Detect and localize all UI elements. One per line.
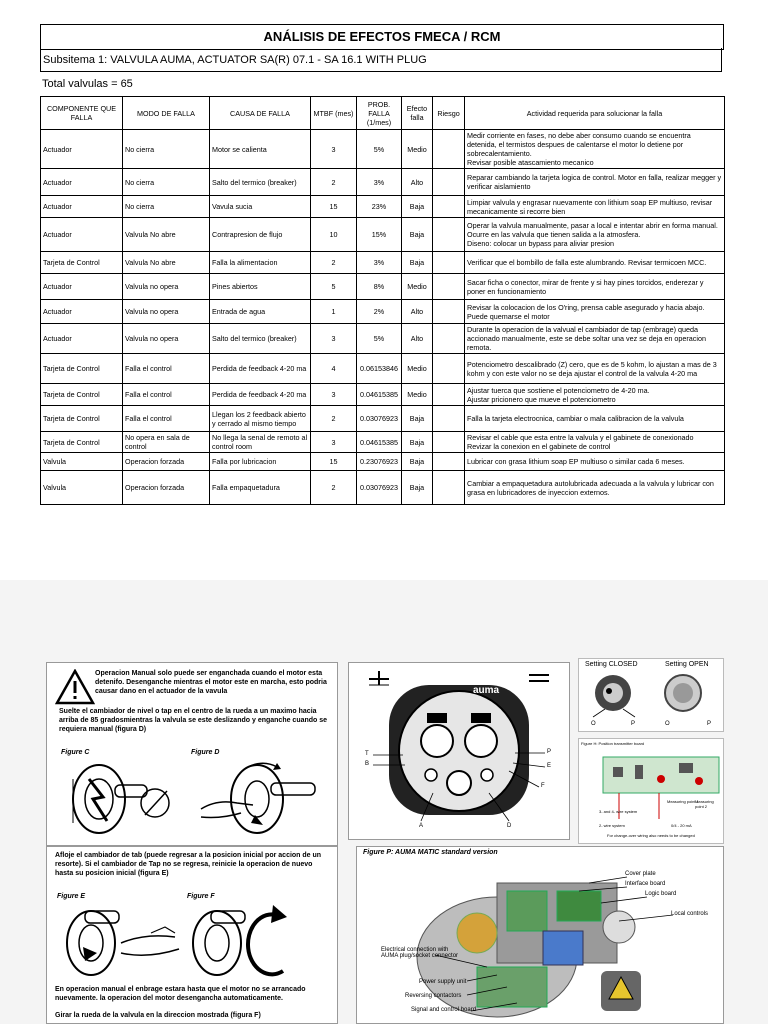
col-failure-mode: MODO DE FALLA (123, 97, 210, 130)
cell-mtbf: 3 (311, 384, 357, 406)
cell-risk (433, 384, 465, 406)
cell-cause: Salto del termico (breaker) (210, 324, 311, 354)
col-mtbf: MTBF (mes) (311, 97, 357, 130)
cell-mtbf: 3 (311, 130, 357, 169)
page-title: ANÁLISIS DE EFECTOS FMECA / RCM (40, 24, 724, 50)
table-row (41, 169, 725, 196)
table-row (41, 432, 725, 453)
closed-o-label: O (591, 721, 596, 727)
cell-failure-mode: Operacion forzada (123, 471, 210, 505)
cell-component: Actuador (41, 300, 123, 324)
ma-range-label: 0/4 - 20 mA (671, 823, 692, 828)
cell-activity: Lubricar con grasa lithium soap EP multiuso o similar cada 6 meses. (465, 453, 725, 471)
cell-mtbf: 3 (311, 432, 357, 453)
cell-risk (433, 324, 465, 354)
cell-activity: Sacar ficha o conector, mirar de frente y si hay pines torcidos, enderezar y poner en funcionamiento (465, 274, 725, 300)
cell-component: Valvula (41, 453, 123, 471)
cell-mtbf: 2 (311, 252, 357, 274)
cell-probability: 5% (357, 130, 402, 169)
dial-label-t: T (365, 751, 369, 757)
cell-probability: 5% (357, 324, 402, 354)
cell-failure-mode: No cierra (123, 196, 210, 218)
cell-mtbf: 2 (311, 169, 357, 196)
cutaway-label-connection: Electrical connection with AUMA plug/socket connector (381, 947, 459, 959)
cell-activity: Cambiar a empaquetadura autolubricada adecuada a la valvula y lubricar con grasa en lubricadores de inyeccion externos. (465, 471, 725, 505)
board-drawing (579, 739, 724, 844)
cell-effect: Baja (402, 252, 433, 274)
cutaway-label-signal: Signal and control board (411, 1007, 477, 1013)
wire-2-label: 2- wire system (599, 823, 625, 828)
cell-component: Actuador (41, 324, 123, 354)
cell-effect: Baja (402, 453, 433, 471)
cell-component: Tarjeta de Control (41, 384, 123, 406)
cell-effect: Baja (402, 432, 433, 453)
cell-component: Tarjeta de Control (41, 354, 123, 384)
dial-label-e: E (547, 763, 552, 769)
cell-component: Tarjeta de Control (41, 406, 123, 432)
cell-effect: Alto (402, 324, 433, 354)
table-row (41, 324, 725, 354)
cell-failure-mode: No opera en sala de control (123, 432, 210, 453)
cell-effect: Baja (402, 471, 433, 505)
setting-open-label: Setting OPEN (665, 661, 709, 668)
cell-cause: No llega la senal de remoto al control room (210, 432, 311, 453)
cell-probability: 0.04615385 (357, 432, 402, 453)
figure-c-label: Figure C (61, 749, 90, 756)
auma-logo-text: auma (473, 685, 500, 696)
transmitter-board-panel (578, 738, 724, 844)
cell-effect: Baja (402, 196, 433, 218)
cell-activity: Ajustar tuerca que sostiene el potenciometro de 4-20 ma. Ajustar pricionero que mueve el potenciometro (465, 384, 725, 406)
cell-failure-mode: No cierra (123, 169, 210, 196)
wire-3-4-label: 3- and 4- wire system (599, 809, 638, 814)
col-effect: Efecto falla (402, 97, 433, 130)
cutaway-label-cover: Cover plate (625, 871, 656, 877)
cell-cause: Perdida de feedback 4-20 ma (210, 384, 311, 406)
col-probability: PROB. FALLA (1/mes) (357, 97, 402, 130)
table-row (41, 252, 725, 274)
cell-cause: Perdida de feedback 4-20 ma (210, 354, 311, 384)
cell-failure-mode: Valvula No abre (123, 218, 210, 252)
cell-activity: Reparar cambiando la tarjeta logica de control. Motor en falla, realizar megger y verificar aislamiento (465, 169, 725, 196)
table-header-row (41, 97, 725, 130)
cell-probability: 0.03076923 (357, 406, 402, 432)
cell-cause: Pines abiertos (210, 274, 311, 300)
cell-risk (433, 218, 465, 252)
table-row (41, 406, 725, 432)
cell-component: Actuador (41, 218, 123, 252)
table-row (41, 196, 725, 218)
dial-label-p: P (547, 749, 552, 755)
cell-probability: 0.03076923 (357, 471, 402, 505)
table-row (41, 453, 725, 471)
table-row (41, 354, 725, 384)
cell-probability: 3% (357, 252, 402, 274)
cell-effect: Baja (402, 218, 433, 252)
cell-risk (433, 196, 465, 218)
cutaway-label-logic: Logic board (645, 891, 677, 897)
cell-failure-mode: Falla el control (123, 406, 210, 432)
cell-failure-mode: Valvula no opera (123, 324, 210, 354)
cell-risk (433, 471, 465, 505)
cell-effect: Baja (402, 406, 433, 432)
cell-risk (433, 406, 465, 432)
fmeca-table (40, 96, 725, 505)
cell-component: Tarjeta de Control (41, 252, 123, 274)
cell-cause: Falla por lubricacion (210, 453, 311, 471)
cell-failure-mode: Valvula no opera (123, 274, 210, 300)
handwheel-figure-c (59, 759, 179, 839)
cell-activity: Limpiar valvula y engrasar nuevamente con lithium soap EP multiuso, revisar mecanicamente si recorre bien (465, 196, 725, 218)
cell-activity: Durante la operacion de la valvual el cambiador de tap (embrage) queda accionado manualmente, este se debe soltar una vez se deja en operacion remota. (465, 324, 725, 354)
cutaway-label-power: Power supply unit (419, 979, 467, 985)
cell-component: Actuador (41, 130, 123, 169)
cell-failure-mode: Valvula No abre (123, 252, 210, 274)
cell-risk (433, 300, 465, 324)
handwheel-figure-e (55, 903, 185, 979)
handwheel-figure-f (187, 903, 317, 979)
cell-failure-mode: Valvula no opera (123, 300, 210, 324)
table-row (41, 300, 725, 324)
step-3-text: En operacion manual el enbrage estara hasta que el motor no se arrancado nuevamente. la operacion del motor desengancha automaticamente. (55, 986, 306, 1002)
cell-risk (433, 252, 465, 274)
cell-component: Valvula (41, 471, 123, 505)
table-row (41, 130, 725, 169)
setting-closed-label: Setting CLOSED (585, 661, 638, 668)
measuring-point-1: Measuring point 1 (667, 799, 699, 804)
step-1-text: Suelte el cambiador de nivel o tap en el centro de la rueda a un maximo hacia arriba de 85 gradosmientras la valvula se este deslizando y enganche cuando se requiera manual (figura D) (59, 708, 328, 733)
cell-probability: 0.06153846 (357, 354, 402, 384)
cell-effect: Medio (402, 384, 433, 406)
cell-component: Tarjeta de Control (41, 432, 123, 453)
auma-matic-cutaway-panel (356, 846, 724, 1024)
control-dial-panel (348, 662, 570, 840)
cell-cause: Llegan los 2 feedback abierto y cerrado al mismo tiempo (210, 406, 311, 432)
table-row (41, 471, 725, 505)
board-caption: Figure H: Position transmitter board (581, 741, 645, 746)
cell-risk (433, 432, 465, 453)
cell-mtbf: 2 (311, 471, 357, 505)
table-row (41, 218, 725, 252)
cell-risk (433, 130, 465, 169)
auma-dial-drawing (349, 663, 570, 840)
cutaway-label-reversing: Reversing contactors (405, 993, 462, 999)
manual-pages-area (0, 580, 768, 1024)
cell-failure-mode: No cierra (123, 130, 210, 169)
cell-probability: 2% (357, 300, 402, 324)
step-2-text: Afloje el cambiador de tab (puede regresar a la posicion inicial por accion de un resorte). Si el cambiador de Tap no se regresa, reinicie la operacion de nuevo hasta su posicion inicial (figura E) (55, 852, 322, 877)
cell-mtbf: 15 (311, 196, 357, 218)
cell-activity: Revisar la colocacion de los O'ring, prensa cable asegurado y hacia abajo. Puede quemarse el motor (465, 300, 725, 324)
cell-activity: Verificar que el bombillo de falla este alumbrando. Revisar termicoen MCC. (465, 252, 725, 274)
total-valves: Total valvulas = 65 (42, 78, 133, 90)
dial-label-a: A (419, 823, 424, 829)
open-o-label: O (665, 721, 670, 727)
warning-text: Operacion Manual solo puede ser enganchada cuando el motor esta detenifo. Desenganche mientras el motor este en marcha, esto podria causar dano en el actuador de la vavula (95, 670, 327, 695)
cell-mtbf: 4 (311, 354, 357, 384)
cell-mtbf: 3 (311, 324, 357, 354)
cutaway-label-local: Local controls (671, 911, 709, 917)
cell-activity: Revisar el cable que esta entre la valvula y el gabinete de conexionado Revizar la conexion en el gabinete de control (465, 432, 725, 453)
cutaway-label-interface: Interface board (625, 881, 666, 887)
cell-risk (433, 354, 465, 384)
setting-panel (578, 658, 724, 732)
figure-f-label: Figure F (187, 893, 215, 900)
manual-release-panel (46, 846, 338, 1024)
cell-probability: 3% (357, 169, 402, 196)
table-row (41, 384, 725, 406)
col-component: COMPONENTE QUE FALLA (41, 97, 123, 130)
cell-failure-mode: Falla el control (123, 354, 210, 384)
manual-operation-panel (46, 662, 338, 846)
col-risk: Riesgo (433, 97, 465, 130)
cell-cause: Salto del termico (breaker) (210, 169, 311, 196)
cell-cause: Vavula sucia (210, 196, 311, 218)
table-row (41, 274, 725, 300)
figure-d-label: Figure D (191, 749, 220, 756)
cell-probability: 8% (357, 274, 402, 300)
measuring-point-2: Measuring point 2 (695, 799, 714, 809)
cell-risk (433, 169, 465, 196)
cell-component: Actuador (41, 169, 123, 196)
cell-mtbf: 10 (311, 218, 357, 252)
cell-probability: 23% (357, 196, 402, 218)
cell-mtbf: 5 (311, 274, 357, 300)
cell-effect: Medio (402, 274, 433, 300)
cell-activity: Medir corriente en fases, no debe aber consumo cuando se encuentra detenida, el termistos despues de calentarse el motor lo detiene por sobrecalentamiento. Revisar posible atascamiento mecanico (465, 130, 725, 169)
cell-failure-mode: Operacion forzada (123, 453, 210, 471)
setting-knobs-drawing (579, 659, 724, 732)
cell-probability: 0.23076923 (357, 453, 402, 471)
cutaway-caption: Figure P: AUMA MATIC standard version (363, 849, 498, 856)
dial-label-f: F (541, 783, 545, 789)
warning-icon (55, 669, 95, 705)
step-4-text: Girar la rueda de la valvula en la direccion mostrada (figura F) (55, 1012, 261, 1019)
cell-activity: Potenciometro descalibrado (Z) cero, que es de 5 kohm, lo ajustan a mas de 3 kohm y con este valor no se deja ajustar el control de la valvula 4-20 ma (465, 354, 725, 384)
subsystem-line: Subsitema 1: VALVULA AUMA, ACTUATOR SA(R) 07.1 - SA 16.1 WITH PLUG (40, 48, 722, 72)
cell-cause: Entrada de agua (210, 300, 311, 324)
cell-probability: 0.04615385 (357, 384, 402, 406)
col-activity: Actividad requerida para solucionar la falla (465, 97, 725, 130)
cell-component: Actuador (41, 274, 123, 300)
cell-mtbf: 15 (311, 453, 357, 471)
handwheel-figure-d (197, 759, 327, 839)
cell-risk (433, 453, 465, 471)
cell-probability: 15% (357, 218, 402, 252)
cell-cause: Falla la alimentacion (210, 252, 311, 274)
cell-effect: Alto (402, 169, 433, 196)
cell-risk (433, 274, 465, 300)
dial-label-d: D (507, 823, 512, 829)
cell-mtbf: 1 (311, 300, 357, 324)
cell-failure-mode: Falla el control (123, 384, 210, 406)
board-note: For change-over wiring also needs to be changed (607, 833, 695, 838)
cell-effect: Medio (402, 130, 433, 169)
col-cause: CAUSA DE FALLA (210, 97, 311, 130)
cell-cause: Contrapresion de flujo (210, 218, 311, 252)
closed-p-label: P (631, 721, 636, 727)
cell-component: Actuador (41, 196, 123, 218)
cell-cause: Motor se calienta (210, 130, 311, 169)
cell-activity: Falla la tarjeta electrocnica, cambiar o mala calibracion de la valvula (465, 406, 725, 432)
cell-cause: Falla empaquetadura (210, 471, 311, 505)
dial-label-b: B (365, 761, 370, 767)
open-p-label: P (707, 721, 712, 727)
cell-mtbf: 2 (311, 406, 357, 432)
cell-activity: Operar la valvula manualmente, pasar a local e intentar abrir en forma manual. Ocurre en las valvula que tienen salida a la atmosfera. Diseno: colocar un bypass para aliviar presion (465, 218, 725, 252)
cell-effect: Medio (402, 354, 433, 384)
cell-effect: Alto (402, 300, 433, 324)
figure-e-label: Figure E (57, 893, 86, 900)
